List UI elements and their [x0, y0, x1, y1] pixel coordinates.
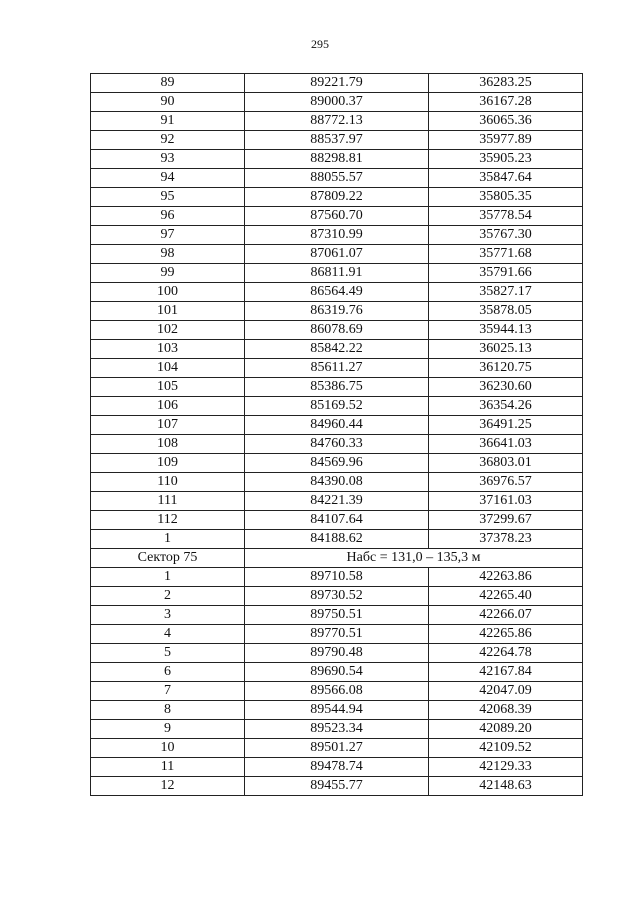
y-coordinate-cell: 42265.86 — [429, 625, 583, 644]
table-row — [91, 739, 583, 758]
y-coordinate-cell: 37378.23 — [429, 530, 583, 549]
table-row — [91, 169, 583, 188]
y-coordinate-cell: 35805.35 — [429, 188, 583, 207]
table-row — [91, 321, 583, 340]
y-coordinate-cell: 35771.68 — [429, 245, 583, 264]
table-row — [91, 435, 583, 454]
x-coordinate-cell: 84569.96 — [245, 454, 429, 473]
table-row — [91, 473, 583, 492]
y-coordinate-cell: 36025.13 — [429, 340, 583, 359]
y-coordinate-cell: 42263.86 — [429, 568, 583, 587]
table-section-header — [91, 549, 583, 568]
x-coordinate-cell: 88055.57 — [245, 169, 429, 188]
sector-height-info: Набс = 131,0 – 135,3 м — [245, 549, 583, 568]
x-coordinate-cell: 85169.52 — [245, 397, 429, 416]
x-coordinate-cell: 89730.52 — [245, 587, 429, 606]
x-coordinate-cell: 84960.44 — [245, 416, 429, 435]
table-row — [91, 682, 583, 701]
table-row — [91, 606, 583, 625]
point-number-cell: 104 — [91, 359, 245, 378]
x-coordinate-cell: 89770.51 — [245, 625, 429, 644]
y-coordinate-cell: 36354.26 — [429, 397, 583, 416]
table-row — [91, 131, 583, 150]
y-coordinate-cell: 36120.75 — [429, 359, 583, 378]
table-row — [91, 188, 583, 207]
y-coordinate-cell: 42047.09 — [429, 682, 583, 701]
x-coordinate-cell: 88772.13 — [245, 112, 429, 131]
y-coordinate-cell: 36065.36 — [429, 112, 583, 131]
point-number-cell: 101 — [91, 302, 245, 321]
x-coordinate-cell: 87310.99 — [245, 226, 429, 245]
point-number-cell: 11 — [91, 758, 245, 777]
x-coordinate-cell: 87560.70 — [245, 207, 429, 226]
x-coordinate-cell: 89790.48 — [245, 644, 429, 663]
table-row — [91, 283, 583, 302]
y-coordinate-cell: 35791.66 — [429, 264, 583, 283]
point-number-cell: 89 — [91, 74, 245, 93]
x-coordinate-cell: 86319.76 — [245, 302, 429, 321]
point-number-cell: 92 — [91, 131, 245, 150]
x-coordinate-cell: 86078.69 — [245, 321, 429, 340]
table-row — [91, 93, 583, 112]
point-number-cell: 100 — [91, 283, 245, 302]
y-coordinate-cell: 35944.13 — [429, 321, 583, 340]
y-coordinate-cell: 35905.23 — [429, 150, 583, 169]
x-coordinate-cell: 85386.75 — [245, 378, 429, 397]
point-number-cell: 99 — [91, 264, 245, 283]
x-coordinate-cell: 85611.27 — [245, 359, 429, 378]
table-row — [91, 378, 583, 397]
table-row — [91, 416, 583, 435]
y-coordinate-cell: 36976.57 — [429, 473, 583, 492]
point-number-cell: 106 — [91, 397, 245, 416]
point-number-cell: 3 — [91, 606, 245, 625]
x-coordinate-cell: 89750.51 — [245, 606, 429, 625]
table-row — [91, 150, 583, 169]
y-coordinate-cell: 35767.30 — [429, 226, 583, 245]
page-number: 295 — [311, 37, 329, 51]
x-coordinate-cell: 84221.39 — [245, 492, 429, 511]
point-number-cell: 110 — [91, 473, 245, 492]
x-coordinate-cell: 86811.91 — [245, 264, 429, 283]
table-row — [91, 245, 583, 264]
table-row — [91, 340, 583, 359]
point-number-cell: 12 — [91, 777, 245, 796]
y-coordinate-cell: 35977.89 — [429, 131, 583, 150]
x-coordinate-cell: 84760.33 — [245, 435, 429, 454]
x-coordinate-cell: 84188.62 — [245, 530, 429, 549]
table-row — [91, 644, 583, 663]
point-number-cell: 90 — [91, 93, 245, 112]
x-coordinate-cell: 89710.58 — [245, 568, 429, 587]
point-number-cell: 8 — [91, 701, 245, 720]
x-coordinate-cell: 88298.81 — [245, 150, 429, 169]
table-row — [91, 701, 583, 720]
table-row — [91, 359, 583, 378]
coordinates-table — [90, 73, 583, 796]
y-coordinate-cell: 35878.05 — [429, 302, 583, 321]
y-coordinate-cell: 42129.33 — [429, 758, 583, 777]
y-coordinate-cell: 42167.84 — [429, 663, 583, 682]
table-row — [91, 226, 583, 245]
point-number-cell: 103 — [91, 340, 245, 359]
table-row — [91, 530, 583, 549]
x-coordinate-cell: 89523.34 — [245, 720, 429, 739]
y-coordinate-cell: 37161.03 — [429, 492, 583, 511]
y-coordinate-cell: 42068.39 — [429, 701, 583, 720]
table-row — [91, 511, 583, 530]
point-number-cell: 6 — [91, 663, 245, 682]
point-number-cell: 1 — [91, 530, 245, 549]
table-row — [91, 302, 583, 321]
table-row — [91, 587, 583, 606]
x-coordinate-cell: 87061.07 — [245, 245, 429, 264]
y-coordinate-cell: 37299.67 — [429, 511, 583, 530]
table-row — [91, 74, 583, 93]
y-coordinate-cell: 36491.25 — [429, 416, 583, 435]
y-coordinate-cell: 42089.20 — [429, 720, 583, 739]
table-body-bottom — [91, 568, 583, 796]
table-row — [91, 758, 583, 777]
x-coordinate-cell: 86564.49 — [245, 283, 429, 302]
point-number-cell: 107 — [91, 416, 245, 435]
table-row — [91, 663, 583, 682]
y-coordinate-cell: 36283.25 — [429, 74, 583, 93]
x-coordinate-cell: 89221.79 — [245, 74, 429, 93]
x-coordinate-cell: 89000.37 — [245, 93, 429, 112]
x-coordinate-cell: 88537.97 — [245, 131, 429, 150]
y-coordinate-cell: 42266.07 — [429, 606, 583, 625]
x-coordinate-cell: 85842.22 — [245, 340, 429, 359]
table-row — [91, 397, 583, 416]
table-body-top — [91, 74, 583, 549]
point-number-cell: 109 — [91, 454, 245, 473]
table-row — [91, 454, 583, 473]
x-coordinate-cell: 89566.08 — [245, 682, 429, 701]
point-number-cell: 10 — [91, 739, 245, 758]
y-coordinate-cell: 42109.52 — [429, 739, 583, 758]
point-number-cell: 98 — [91, 245, 245, 264]
table-row — [91, 777, 583, 796]
y-coordinate-cell: 35847.64 — [429, 169, 583, 188]
point-number-cell: 7 — [91, 682, 245, 701]
table-row — [91, 207, 583, 226]
y-coordinate-cell: 35778.54 — [429, 207, 583, 226]
point-number-cell: 95 — [91, 188, 245, 207]
point-number-cell: 9 — [91, 720, 245, 739]
point-number-cell: 4 — [91, 625, 245, 644]
point-number-cell: 97 — [91, 226, 245, 245]
point-number-cell: 111 — [91, 492, 245, 511]
point-number-cell: 102 — [91, 321, 245, 340]
y-coordinate-cell: 36230.60 — [429, 378, 583, 397]
point-number-cell: 2 — [91, 587, 245, 606]
x-coordinate-cell: 89544.94 — [245, 701, 429, 720]
table-row — [91, 568, 583, 587]
x-coordinate-cell: 89501.27 — [245, 739, 429, 758]
point-number-cell: 108 — [91, 435, 245, 454]
table-row — [91, 625, 583, 644]
point-number-cell: 93 — [91, 150, 245, 169]
x-coordinate-cell: 89455.77 — [245, 777, 429, 796]
table-row — [91, 492, 583, 511]
x-coordinate-cell: 84390.08 — [245, 473, 429, 492]
y-coordinate-cell: 35827.17 — [429, 283, 583, 302]
table-row — [91, 112, 583, 131]
x-coordinate-cell: 84107.64 — [245, 511, 429, 530]
y-coordinate-cell: 42264.78 — [429, 644, 583, 663]
point-number-cell: 105 — [91, 378, 245, 397]
table-row — [91, 264, 583, 283]
y-coordinate-cell: 36167.28 — [429, 93, 583, 112]
point-number-cell: 112 — [91, 511, 245, 530]
point-number-cell: 94 — [91, 169, 245, 188]
point-number-cell: 5 — [91, 644, 245, 663]
x-coordinate-cell: 87809.22 — [245, 188, 429, 207]
y-coordinate-cell: 42148.63 — [429, 777, 583, 796]
point-number-cell: 1 — [91, 568, 245, 587]
y-coordinate-cell: 36641.03 — [429, 435, 583, 454]
table-row — [91, 720, 583, 739]
sector-row — [91, 549, 583, 568]
point-number-cell: 91 — [91, 112, 245, 131]
x-coordinate-cell: 89690.54 — [245, 663, 429, 682]
sector-label: Сектор 75 — [91, 549, 245, 568]
y-coordinate-cell: 36803.01 — [429, 454, 583, 473]
y-coordinate-cell: 42265.40 — [429, 587, 583, 606]
point-number-cell: 96 — [91, 207, 245, 226]
x-coordinate-cell: 89478.74 — [245, 758, 429, 777]
